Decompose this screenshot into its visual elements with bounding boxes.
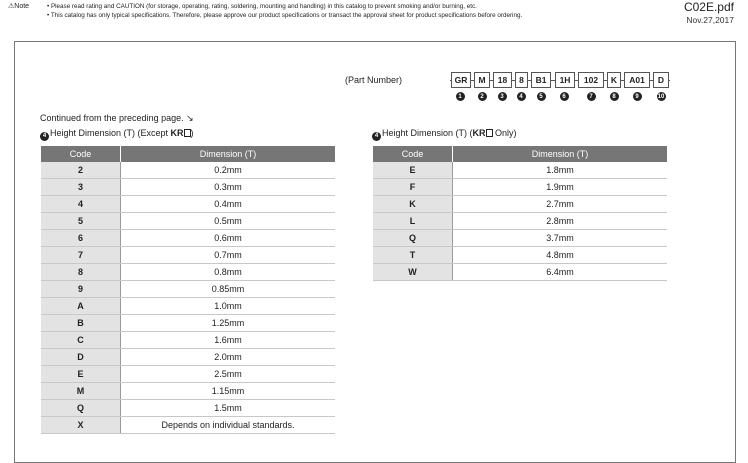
left-table-title: 4 Height Dimension (T) (Except KR )	[40, 128, 194, 141]
dimension-cell: 1.0mm	[121, 298, 336, 315]
code-cell: 2	[41, 162, 121, 179]
dimension-cell: 1.15mm	[121, 383, 336, 400]
table-row	[41, 247, 335, 264]
code-cell: E	[373, 162, 453, 179]
table-row	[373, 264, 667, 281]
table-row	[41, 315, 335, 332]
table-row	[373, 179, 667, 196]
dimension-cell: 0.4mm	[121, 196, 336, 213]
table-row	[41, 281, 335, 298]
segment-number-icon: 5	[537, 92, 546, 101]
dimension-cell: 0.8mm	[121, 264, 336, 281]
dimension-cell: 1.6mm	[121, 332, 336, 349]
right-table-title: 4 Height Dimension (T) (KR Only)	[372, 128, 517, 141]
part-segment: 18	[493, 72, 512, 88]
code-cell: A	[41, 298, 121, 315]
table-row	[41, 349, 335, 366]
dimension-cell: 0.5mm	[121, 213, 336, 230]
number-4-icon: 4	[372, 132, 381, 141]
table-row	[41, 196, 335, 213]
dimension-cell: 2.8mm	[453, 213, 668, 230]
part-segment: M	[474, 72, 490, 88]
code-cell: 4	[41, 196, 121, 213]
table-row	[373, 213, 667, 230]
table-row	[41, 230, 335, 247]
code-cell: W	[373, 264, 453, 281]
part-segment: GR	[451, 72, 471, 88]
dimension-cell: 3.7mm	[453, 230, 668, 247]
segment-number-icon: 8	[610, 92, 619, 101]
part-segment: D	[653, 72, 669, 88]
code-cell: 5	[41, 213, 121, 230]
segment-number-icon: 9	[633, 92, 642, 101]
part-segment: A01	[624, 72, 650, 88]
code-cell: T	[373, 247, 453, 264]
dimension-cell: Depends on individual standards.	[121, 417, 336, 434]
table-row	[41, 400, 335, 417]
table-row	[373, 196, 667, 213]
segment-number-icon: 6	[560, 92, 569, 101]
header-code: Code	[373, 146, 453, 162]
table-row	[41, 298, 335, 315]
table-row	[373, 230, 667, 247]
code-cell: 7	[41, 247, 121, 264]
note-line-2: • This catalog has only typical specifications. Therefore, please approve our product specifications or transact the approval sheet for product specifications before ordering.	[47, 12, 523, 19]
part-segment: 102	[578, 72, 604, 88]
code-cell: M	[41, 383, 121, 400]
part-number-label: (Part Number)	[345, 75, 403, 85]
dimension-cell: 2.0mm	[121, 349, 336, 366]
code-cell: 9	[41, 281, 121, 298]
code-cell: C	[41, 332, 121, 349]
segment-number-icon: 4	[517, 92, 526, 101]
segment-number-icon: 10	[657, 93, 665, 100]
dimension-cell: 1.9mm	[453, 179, 668, 196]
dimension-cell: 4.8mm	[453, 247, 668, 264]
square-icon	[184, 129, 191, 137]
table-row	[41, 366, 335, 383]
dimension-cell: 0.85mm	[121, 281, 336, 298]
code-cell: Q	[373, 230, 453, 247]
code-cell: X	[41, 417, 121, 434]
note-line-1: • Please read rating and CAUTION (for storage, operating, rating, soldering, mounting and handling) in this catalog to prevent smoking and/or burning, etc.	[47, 3, 477, 10]
part-segment: 8	[515, 72, 528, 88]
code-cell: K	[373, 196, 453, 213]
note-label: ⚠Note	[8, 3, 30, 10]
segment-number-icon: 1	[456, 92, 465, 101]
table-row	[41, 383, 335, 400]
dimension-cell: 0.7mm	[121, 247, 336, 264]
segment-number-icon: 2	[478, 92, 487, 101]
table-row	[41, 417, 335, 434]
file-name: C02E.pdf	[683, 0, 734, 14]
arrow-down-right-icon: ↘	[186, 113, 194, 123]
square-icon	[486, 129, 493, 137]
part-segment: K	[607, 72, 621, 88]
part-segment: 1H	[555, 72, 575, 88]
dimension-cell: 2.7mm	[453, 196, 668, 213]
dimension-cell: 0.2mm	[121, 162, 336, 179]
table-row	[373, 162, 667, 179]
dimension-cell: 0.6mm	[121, 230, 336, 247]
table-row	[41, 179, 335, 196]
continued-note: Continued from the preceding page. ↘	[40, 113, 194, 123]
number-4-icon: 4	[40, 132, 49, 141]
height-dimension-table	[41, 146, 335, 434]
date: Nov.27,2017	[686, 15, 734, 25]
header-code: Code	[41, 146, 121, 162]
code-cell: L	[373, 213, 453, 230]
header-dimension: Dimension (T)	[121, 146, 336, 162]
code-cell: 8	[41, 264, 121, 281]
part-segment: B1	[531, 72, 551, 88]
header-dimension: Dimension (T)	[453, 146, 668, 162]
dimension-cell: 1.8mm	[453, 162, 668, 179]
table-row	[373, 247, 667, 264]
code-cell: 6	[41, 230, 121, 247]
dimension-cell: 1.25mm	[121, 315, 336, 332]
code-cell: Q	[41, 400, 121, 417]
dimension-cell: 2.5mm	[121, 366, 336, 383]
dimension-cell: 6.4mm	[453, 264, 668, 281]
height-dimension-kr-table	[373, 146, 667, 281]
code-cell: E	[41, 366, 121, 383]
code-cell: 3	[41, 179, 121, 196]
segment-number-icon: 7	[587, 92, 596, 101]
dimension-cell: 0.3mm	[121, 179, 336, 196]
code-cell: B	[41, 315, 121, 332]
table-row	[41, 213, 335, 230]
segment-number-icon: 3	[498, 92, 507, 101]
table-row	[41, 162, 335, 179]
dimension-cell: 1.5mm	[121, 400, 336, 417]
table-row	[41, 264, 335, 281]
code-cell: F	[373, 179, 453, 196]
table-row	[41, 332, 335, 349]
code-cell: D	[41, 349, 121, 366]
